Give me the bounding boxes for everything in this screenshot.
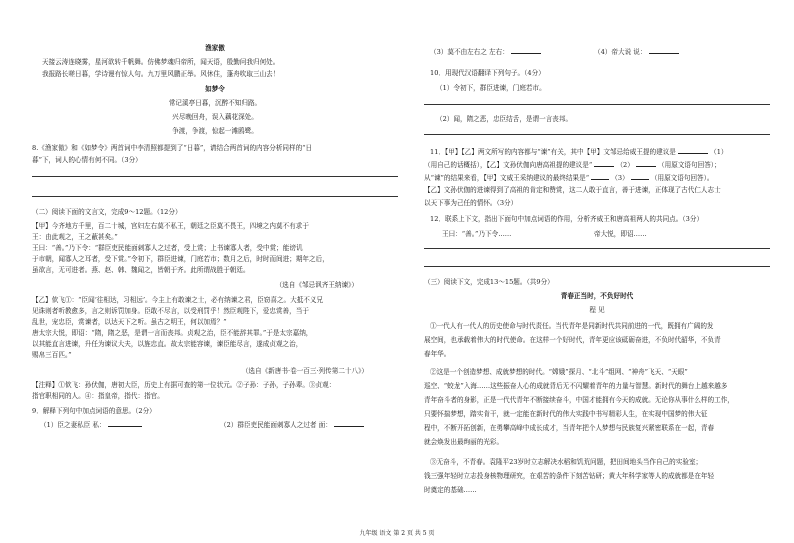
article-paragraph-line: 程中，不断开拓创新，在勇攀高峰中成长成才，当青年把个人梦想与民族复兴紧密联系在一起，青春 (424, 424, 715, 432)
poem2-line: 常记溪亭日暮，沉醉不知归路。 (168, 99, 262, 107)
answer-blank[interactable] (591, 173, 609, 180)
question-11-line: 11．【甲】【乙】两文所写的内容都与“谏”有关，其中【甲】文邹忌给威王提的建议是 （1） (430, 148, 728, 156)
section-2-title: （二）阅读下面的文言文，完成9～12题。（12分） (32, 208, 182, 216)
question-12: 12．联系上下文，指出下面句中加点词语的作用，分析齐威王和唐高祖两人的共同点。（3分） (430, 215, 704, 223)
question-8: 8.《渔家傲》和《如梦令》两首词中李清照都提到了“日暮”，请结合两首词的内容分析同样的“日 (32, 144, 313, 152)
answer-line[interactable] (424, 134, 770, 135)
poem1-line: 天接云涛连晓雾，星河欲转千帆舞。仿佛梦魂归帝所，闻天语，殷勤问我归何处。 (42, 58, 280, 66)
answer-blank[interactable] (636, 160, 656, 167)
passage-a-line: 王：由此观之，王之蔽甚矣。” (32, 233, 118, 241)
source-b: （选自《新唐书·卷一百三·列传第二十八》） (241, 367, 368, 375)
question-9-item-2: （2）群臣吏民能面刺寡人之过者 面： (220, 420, 364, 430)
question-11-line: 从“谏”的结果来看，【甲】文威王采纳建议的最终结果是“ （3） （用原文语句回答）。 (424, 174, 714, 182)
passage-b-line: 以其能直言进谏，升任为谏议大夫，以旌忠直。故太宗能容谏，谏臣能尽言，遂成贞观之治， (32, 340, 303, 348)
passage-b-line: 唐太宗大悦，即诏：“隋，隋之恶，是谓一言而丧邦。贞观之治，臣不能辞其罪。”于是太宗嘉纳， (32, 329, 313, 337)
question-9-item-1: （1）臣之妻私臣 私： (40, 420, 142, 430)
passage-b-line: 【乙】佽飞①：“臣闻‘往相达，习相远’。今主上有敢谏之士，必有纳谏之君，臣窃喜之。大抵不义兄 (32, 296, 324, 304)
answer-blank[interactable] (649, 47, 679, 54)
article-paragraph-line: ③无奋斗，不青春。袁隆平23岁时立志解决水稻和饥荒问题，把田间地头当作自己的实验室； (430, 458, 703, 466)
answer-line[interactable] (32, 196, 398, 197)
article-paragraph-line: 青年奋斗者的身影，正是一代代青年不断接续奋斗，中国才能拥有今天的成就。无论你从事什么样的工作， (424, 396, 734, 404)
article-paragraph-line: 就会焕发出最绚丽的光彩。 (424, 438, 504, 446)
article-paragraph-line: ①一代人有一代人的历史使命与时代责任。当代青年是同新时代共同前进的一代，既拥有广阔的发 (430, 322, 714, 330)
poem1-line: 我报路长嗟日暮，学诗谩有惊人句。九万里风鹏正举。风休住，蓬舟吹取三山去！ (42, 70, 280, 78)
article-title: 青春正当时，不负好时代 (560, 292, 634, 300)
answer-line[interactable] (424, 104, 770, 105)
article-paragraph-line: 春年华。 (424, 350, 451, 358)
question-11-line: 以天下事为己任的情怀。（3分） (424, 199, 518, 207)
answer-blank[interactable] (334, 420, 364, 427)
passage-b-line: 见诛则者听教愈多，言之则诉罚加身。臣敢不尽言，以受刑罚乎！然臣观陛下，爱忠赏善，当于 (32, 307, 309, 315)
question-9-item-4: （4）帝大说 说： (594, 47, 679, 57)
article-paragraph-line: 展空间，也承载着伟大的时代使命。在这样一个好时代，青年更应该砥砺奋进，不负时代韶华，不负青 (424, 336, 721, 344)
answer-blank[interactable] (678, 147, 708, 154)
question-11-line: （用自己的话概括），【乙】文孙伏伽向唐高祖提的建议是“ （2） （用原文语句回答）； (424, 161, 721, 169)
answer-blank[interactable] (108, 420, 142, 427)
article-author: 程 见 (589, 306, 605, 314)
passage-b-line: 赐帛三百匹。” (32, 351, 72, 359)
answer-blank[interactable] (511, 47, 541, 54)
question-8-cont: 暮”下，词人的心情有何不同。（3分） (32, 156, 142, 164)
question-9: 9．解释下列句中加点词语的意思。（2分） (32, 407, 156, 415)
passage-a-line: 虽欲言，无可进者。燕、赵、韩、魏闻之，皆朝于齐。此所谓战胜于朝廷。 (32, 266, 250, 274)
question-10-item-1: （1）令初下，群臣进谏，门庭若市。 (436, 84, 546, 92)
article-paragraph-line: ②这是一个创造梦想、成就梦想的时代。“嫦娥”探月、“北斗”组网、“神舟”飞天、“天眼” (430, 368, 688, 376)
answer-blank[interactable] (631, 173, 649, 180)
poem1-title: 渔家傲 (205, 44, 225, 52)
answer-line[interactable] (424, 266, 770, 267)
question-10: 10．用现代汉语翻译下列句子。（4分） (430, 69, 545, 77)
passage-b-line: 乱世，宠忠臣，赏谏者，以达天下之听。虽古之明王，何以加焉？” (32, 318, 227, 326)
question-9-item-3: （3）莫不由左右之 左右： (430, 47, 541, 57)
passage-a-line: 于市朝，闻寡人之耳者，受下赏。”令初下，群臣进谏，门庭若市；数月之后，时时而间进；期年之后， (32, 255, 329, 263)
answer-line[interactable] (32, 176, 398, 177)
source-a: （选自《邹忌讽齐王纳谏》） (275, 281, 358, 289)
notes-line: 指官职相同的人。④：指皇帝，指代：指官。 (32, 392, 164, 400)
article-paragraph-line: 巡空、“蛟龙”入海……这些振奋人心的成就背后无不闪耀着青年的力量与智慧。新时代的舞台上越来越多 (424, 382, 728, 390)
article-paragraph-line: 钱三强年轻时立志投身核物理研究，在艰苦的条件下刻苦钻研；黄大年科学家等人的成就都是在年轻 (424, 472, 715, 480)
page-footer: 九年级 语文 第 2 页 共 5 页 (359, 530, 435, 537)
question-11-line: 【乙】文孙伏伽的进谏得到了高祖的肯定和赞赏，这二人敢于直言，善于进谏，正体现了古代仁人志士 (424, 186, 721, 194)
answer-line[interactable] (424, 248, 770, 249)
question-10-item-2: （2）闻，隋之恶，忠臣结舌，是谓一言丧邦。 (436, 115, 573, 123)
passage-a-line: 【甲】今齐地方千里，百二十城，宫妇左右莫不私王，朝廷之臣莫不畏王，四境之内莫不有求于 (32, 222, 309, 230)
poem2-line: 兴尽晚回舟，误入藕花深处。 (172, 113, 258, 121)
poem2-title: 如梦令 (205, 85, 225, 93)
article-paragraph-line: 时奠定的基础…… (424, 486, 477, 494)
section-3-title: （三）阅读下文，完成13～15题。（共9分） (424, 278, 554, 286)
notes-line: 【注释】①佽飞：孙伏伽，唐初大臣，历史上有据可查的第一位状元。②子孙：子孙，子孙辈。③贞观： (32, 381, 336, 389)
passage-a-line: 王曰：“善。”乃下令：“群臣吏民能面刺寡人之过者，受上赏；上书谏寡人者，受中赏；能谤讥 (32, 244, 303, 252)
article-paragraph-line: 只要怀揣梦想，踏实肯干，就一定能在新时代的伟大实践中书写精彩人生，在实现中国梦的伟大征 (424, 410, 708, 418)
answer-blank[interactable] (594, 160, 614, 167)
poem2-line: 争渡，争渡，惊起一滩鸥鹭。 (172, 127, 258, 135)
question-12-item-1: 王曰：“善。”乃下令…… (442, 230, 512, 238)
question-12-item-2: 帝大悦，即诏…… (594, 230, 647, 238)
